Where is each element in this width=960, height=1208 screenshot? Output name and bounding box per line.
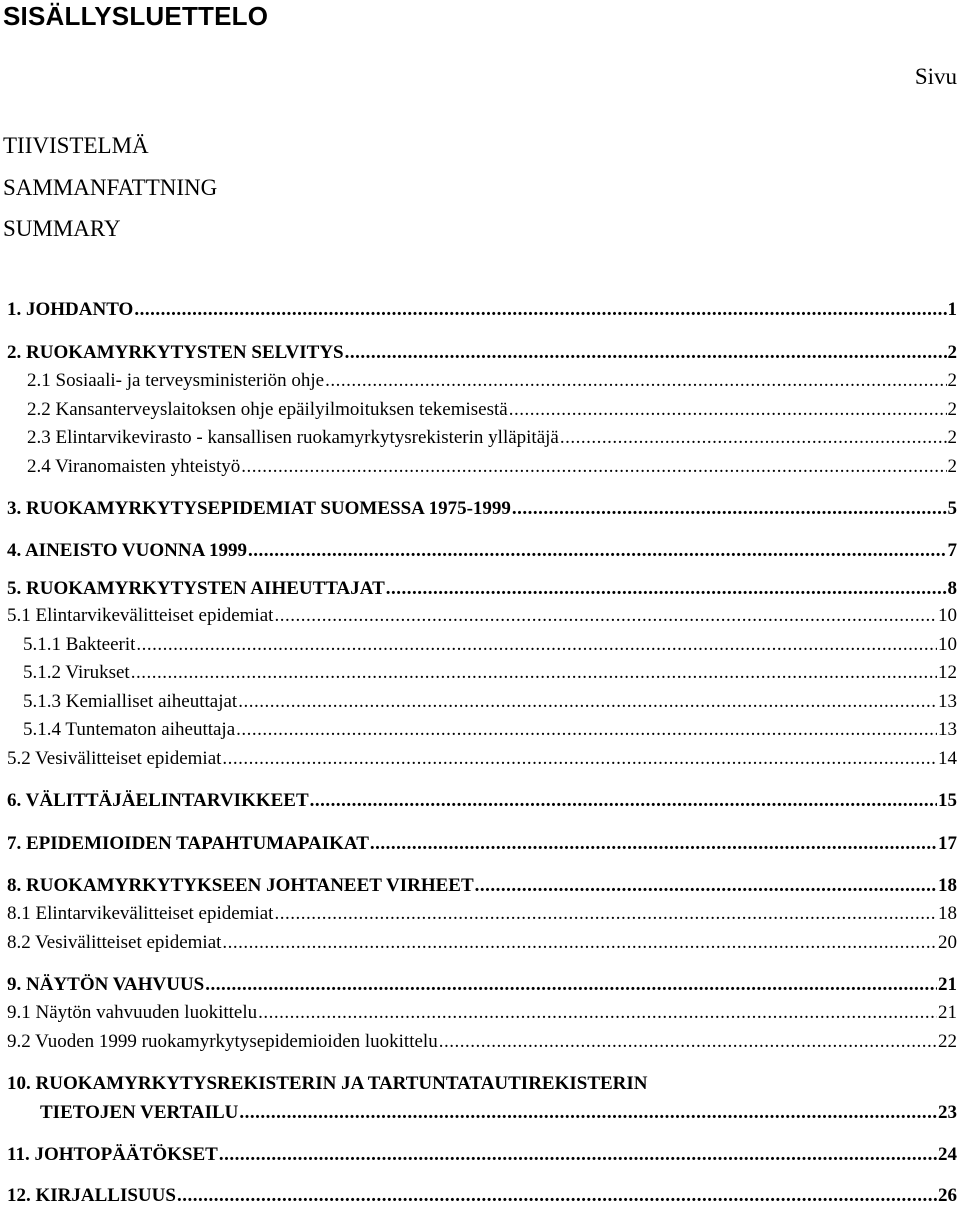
toc-entry[interactable]: [27, 398, 957, 422]
dot-leader: [222, 931, 937, 955]
toc-entry-title: 5.1.4 Tuntematon aiheuttaja: [23, 719, 236, 740]
toc-entry-title: 5.1.1 Bakteerit: [23, 634, 136, 655]
toc-entry[interactable]: [7, 298, 957, 322]
toc-entry[interactable]: [7, 341, 957, 365]
toc-entry-title: 2.1 Sosiaali- ja terveysministeriön ohje: [27, 370, 325, 391]
toc-entry-page: 10: [938, 634, 957, 655]
toc-entry[interactable]: [7, 789, 957, 813]
dot-leader: [512, 497, 947, 521]
toc-entry-page: 18: [938, 903, 957, 924]
dot-leader: [238, 690, 937, 714]
toc-entry[interactable]: [7, 604, 957, 628]
dot-leader: [134, 298, 946, 322]
toc-entry-page: 22: [938, 1031, 957, 1052]
dot-leader: [239, 1101, 937, 1125]
toc-entry[interactable]: [7, 902, 957, 926]
toc-entry[interactable]: [27, 455, 957, 479]
toc-entry-title: 6. VÄLITTÄJÄELINTARVIKKEET: [7, 790, 309, 811]
page-column-label: Sivu: [914, 64, 957, 89]
dot-leader: [177, 1184, 937, 1208]
dot-leader: [325, 369, 946, 393]
dot-leader: [345, 341, 947, 365]
toc-entry[interactable]: [23, 718, 957, 742]
toc-entry[interactable]: [7, 1143, 957, 1167]
dot-leader: [475, 874, 937, 898]
toc-entry[interactable]: [7, 747, 957, 771]
toc-entry[interactable]: [7, 832, 957, 856]
dot-leader: [222, 747, 937, 771]
toc-entry-title: TIETOJEN VERTAILU: [40, 1102, 239, 1123]
toc-entry-title: 5.1 Elintarvikevälitteiset epidemiat: [7, 605, 274, 626]
toc-entry-page: 23: [938, 1102, 957, 1123]
dot-leader: [274, 902, 937, 926]
dot-leader: [205, 973, 937, 997]
toc-entry-title: 9.2 Vuoden 1999 ruokamyrkytysepidemioiden luokittelu: [7, 1031, 438, 1052]
toc-entry-title: 8.2 Vesivälitteiset epidemiat: [7, 932, 222, 953]
toc-entry[interactable]: [7, 874, 957, 898]
toc-entry-page: 12: [938, 662, 957, 683]
toc-entry-title: 9.1 Näytön vahvuuden luokittelu: [7, 1002, 258, 1023]
toc-entry-page: 17: [938, 833, 957, 854]
toc-entry-title: 1. JOHDANTO: [7, 299, 134, 320]
dot-leader: [370, 832, 937, 856]
dot-leader: [248, 539, 946, 563]
toc-entry-page: 13: [938, 719, 957, 740]
toc-entry[interactable]: [27, 369, 957, 393]
toc-entry[interactable]: [23, 661, 957, 685]
toc-entry-title: 5.2 Vesivälitteiset epidemiat: [7, 748, 222, 769]
toc-entry[interactable]: [23, 633, 957, 657]
toc-entry-title: 2. RUOKAMYRKYTYSTEN SELVITYS: [7, 342, 344, 363]
preamble-sammanfattning[interactable]: SAMMANFATTNING: [3, 175, 218, 200]
dot-leader: [136, 633, 937, 657]
toc-entry-page: 2: [947, 399, 957, 420]
toc-entry[interactable]: [7, 539, 957, 563]
toc-entry-title: 4. AINEISTO VUONNA 1999: [7, 540, 248, 561]
toc-entry-page: 5: [947, 498, 957, 519]
toc-entry-page: 8: [947, 578, 957, 599]
dot-leader: [560, 426, 947, 450]
toc-entry-page: 21: [938, 1002, 957, 1023]
toc-entry-title: 8.1 Elintarvikevälitteiset epidemiat: [7, 903, 274, 924]
toc-entry-title: 5.1.3 Kemialliset aiheuttajat: [23, 691, 238, 712]
dot-leader: [274, 604, 937, 628]
toc-entry-title: 5. RUOKAMYRKYTYSTEN AIHEUTTAJAT: [7, 578, 385, 599]
toc-entry-page: 20: [938, 932, 957, 953]
toc-entry[interactable]: [7, 931, 957, 955]
toc-entry[interactable]: [23, 690, 957, 714]
toc-entry[interactable]: [7, 577, 957, 601]
toc-entry[interactable]: [7, 1030, 957, 1054]
preamble-tiivistelma[interactable]: TIIVISTELMÄ: [3, 133, 149, 158]
preamble-summary[interactable]: SUMMARY: [3, 216, 121, 241]
dot-leader: [258, 1001, 937, 1025]
toc-entry-title: 3. RUOKAMYRKYTYSEPIDEMIAT SUOMESSA 1975-1999: [7, 498, 511, 519]
toc-entry-page: 26: [938, 1185, 957, 1206]
toc-entry-page: 7: [947, 540, 957, 561]
dot-leader: [310, 789, 937, 813]
dot-leader: [386, 577, 947, 601]
toc-entry-page: 2: [947, 427, 957, 448]
toc-entry-title-line1[interactable]: 10. RUOKAMYRKYTYSREKISTERIN JA TARTUNTATAUTIREKISTERIN: [7, 1073, 648, 1094]
dot-leader: [241, 455, 946, 479]
toc-entry-page: 21: [938, 974, 957, 995]
toc-entry[interactable]: [40, 1101, 957, 1125]
toc-entry-title: 8. RUOKAMYRKYTYKSEEN JOHTANEET VIRHEET: [7, 875, 474, 896]
dot-leader: [236, 718, 937, 742]
dot-leader: [219, 1143, 937, 1167]
toc-entry-title: 11. JOHTOPÄÄTÖKSET: [7, 1144, 218, 1165]
toc-entry-title: 12. KIRJALLISUUS: [7, 1185, 176, 1206]
toc-entry-title: 2.2 Kansanterveyslaitoksen ohje epäilyilmoituksen tekemisestä: [27, 399, 508, 420]
toc-entry-title: 9. NÄYTÖN VAHVUUS: [7, 974, 205, 995]
toc-entry-title: 7. EPIDEMIOIDEN TAPAHTUMAPAIKAT: [7, 833, 369, 854]
toc-entry[interactable]: [7, 1001, 957, 1025]
toc-entry-title: 2.3 Elintarvikevirasto - kansallisen ruokamyrkytysrekisterin ylläpitäjä: [27, 427, 559, 448]
dot-leader: [439, 1030, 937, 1054]
dot-leader: [509, 398, 947, 422]
toc-entry-page: 15: [938, 790, 957, 811]
toc-entry[interactable]: [7, 973, 957, 997]
toc-entry-page: 10: [938, 605, 957, 626]
toc-entry-page: 13: [938, 691, 957, 712]
toc-entry[interactable]: [7, 497, 957, 521]
toc-entry-page: 24: [938, 1144, 957, 1165]
toc-entry-page: 18: [938, 875, 957, 896]
toc-entry-page: 14: [938, 748, 957, 769]
toc-entry-title: 2.4 Viranomaisten yhteistyö: [27, 456, 241, 477]
toc-entry-page: 2: [947, 342, 957, 363]
dot-leader: [131, 661, 937, 685]
toc-heading: SISÄLLYSLUETTELO: [3, 1, 269, 31]
toc-entry-page: 2: [947, 370, 957, 391]
toc-entry-page: 2: [947, 456, 957, 477]
toc-entry-title: 5.1.2 Virukset: [23, 662, 130, 683]
toc-entry[interactable]: [7, 1184, 957, 1208]
toc-entry-page: 1: [947, 299, 957, 320]
toc-entry[interactable]: [27, 426, 957, 450]
